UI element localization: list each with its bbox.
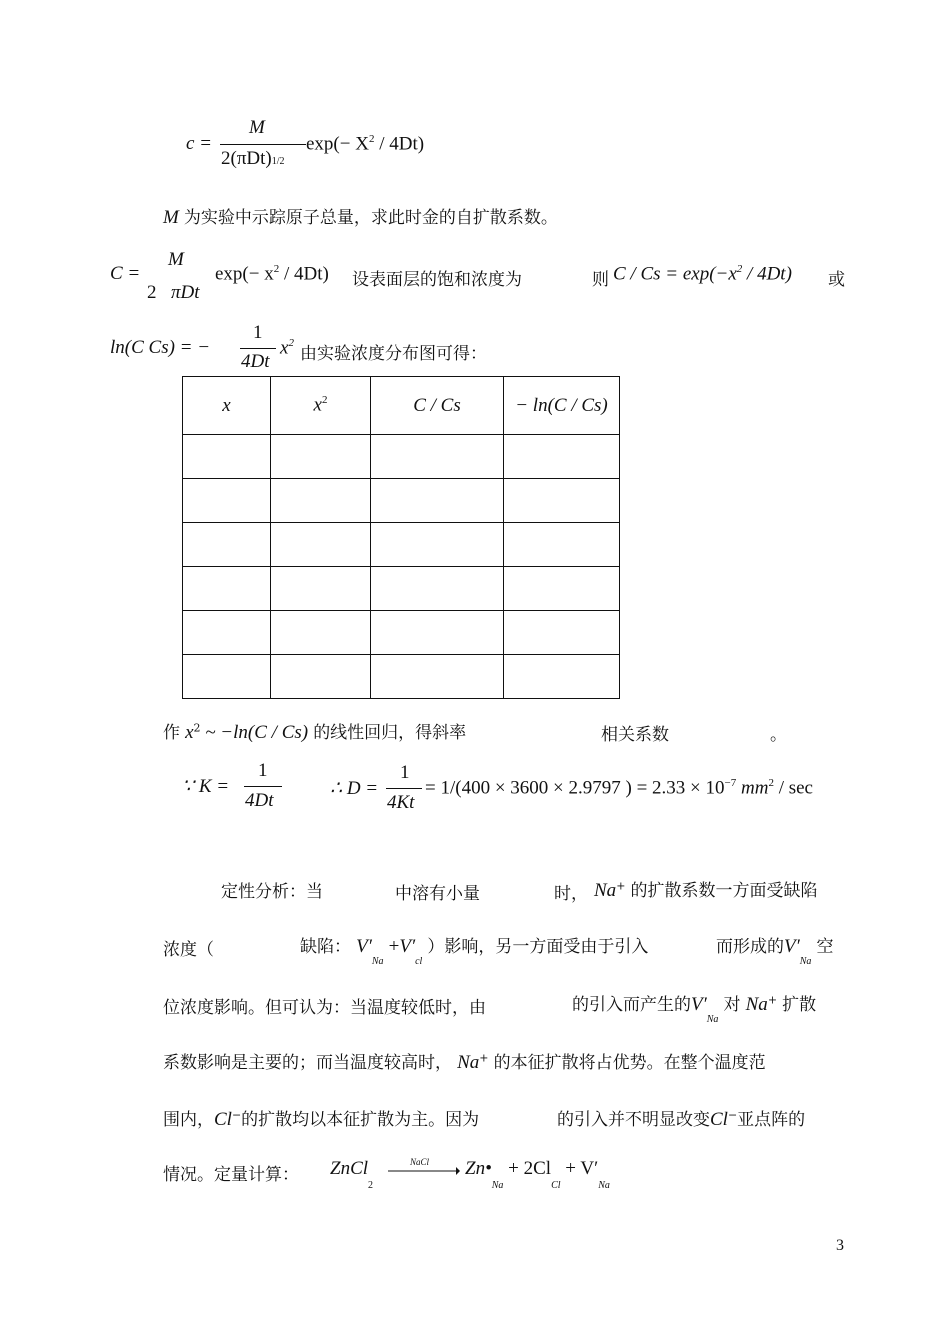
eq2-den-2: 2 [147,282,157,303]
regression-line: 作 $x^2$ ~ −ln(C / Cs) 的线性回归，得斜率 [163,721,467,743]
eq2-text-3: 或 [828,270,845,290]
d-calculation: = 1/(400 × 3600 × 2.9797 ) = $2.33 \times 10^{-7}$ $mm^2$ / sec [425,777,813,799]
table-header-row [183,377,620,435]
analysis-line-1b: 中溶有小量 [395,884,480,904]
header-x: x [183,377,271,435]
eq2-lhs: C = [110,263,141,284]
table-row [183,611,620,655]
analysis-line-6: 情况。定量计算： [163,1165,299,1185]
eq3-denominator: 4Dt [241,351,270,372]
eq1-denominator: 2(πDt)1/2 [221,148,285,169]
analysis-line-5a: 围内，Cl−的扩散均以本征扩散为主。因为 [163,1108,480,1130]
table-row [183,655,620,699]
eq2-text-1: 设表面层的饱和浓度为 [352,270,522,290]
analysis-line-3a: 位浓度影响。但可认为：当温度较低时，由 [163,998,486,1018]
k-numerator: 1 [258,760,268,781]
analysis-line-2b: 缺陷： $V'_{Na} +V'_{cl}$ ）影响，另一方面受由于引入 [300,936,649,967]
arrow-label: NaCl [410,1157,430,1167]
regression-text-3: 。 [770,725,787,745]
eq2-text-2: 则 [592,270,609,290]
table-row [183,567,620,611]
k-fraction-bar [244,786,282,787]
eq2-fraction-bar [146,273,206,274]
para-m: M 为实验中示踪原子总量，求此时金的自扩散系数。 [163,207,558,228]
eq3-text: 由实验浓度分布图可得： [300,344,487,364]
reaction-arrow [388,1157,460,1177]
eq2-numerator: M [168,249,184,270]
analysis-line-2a: 浓度（ [163,940,214,960]
eq2-ratio: $C / Cs = \exp(-x^2 / 4Dt)$ [613,263,792,285]
table-row [183,435,620,479]
regression-text-2: 相关系数 [601,725,669,745]
analysis-line-4: 系数影响是主要的；而当温度较高时， Na+ 的本征扩散将占优势。在整个温度范 [163,1051,766,1073]
analysis-line-2c: 而形成的$V'_{Na}$ 空 [716,936,834,967]
d-denominator: 4Kt [387,792,415,813]
page-number: 3 [836,1237,844,1254]
header-neg-ln: − ln(C / Cs) [504,377,620,435]
eq1-fraction-bar [220,144,306,145]
eq3-x: $x^2$ [280,337,294,359]
table-row [183,523,620,567]
eq1-lhs: c = [186,133,213,154]
eq2-den-rest: πDt [171,282,200,303]
k-lhs: ∵ K = [182,776,230,797]
analysis-line-1c: 时， [554,884,588,904]
eq1-numerator: M [249,117,265,138]
header-c-cs: C / Cs [371,377,504,435]
d-lhs: ∴ D = [330,778,379,799]
d-numerator: 1 [400,762,410,783]
eq2-exp: $\exp(- x^2 / 4Dt)$ [215,263,329,285]
data-table [182,376,620,699]
eq3-lhs: ln(C Cs) = − [110,337,211,358]
header-x2: $x^2$ [271,377,371,435]
reaction-zncl: ZnCl$_2$ [330,1158,374,1191]
eq3-fraction-bar [240,348,276,349]
eq1-exp: $\exp(- X^2 / 4Dt)$ [306,133,425,155]
eq3-numerator: 1 [253,322,263,343]
analysis-line-5b: 的引入并不明显改变Cl−亚点阵的 [557,1108,806,1130]
analysis-line-1: 定性分析：当 [221,882,323,902]
reaction-products: $Zn•_{Na} + 2Cl_{Cl} + V'_{Na}$ [465,1158,610,1191]
d-fraction-bar [386,788,422,789]
k-denominator: 4Dt [245,790,274,811]
table-row [183,479,620,523]
analysis-line-3b: 的引入而产生的$V'_{Na}$ 对 Na+ 扩散 [572,993,817,1025]
analysis-line-1d: Na+ 的扩散系数一方面受缺陷 [594,879,818,901]
